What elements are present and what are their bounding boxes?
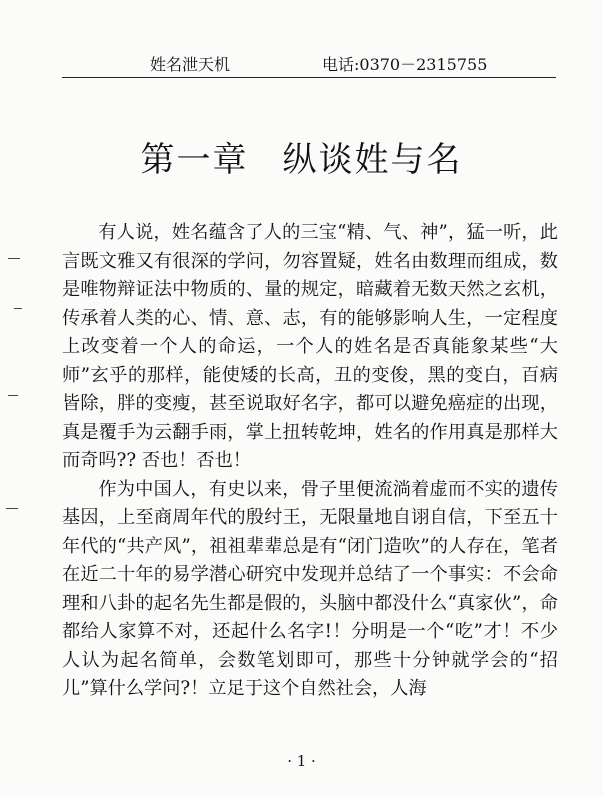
chapter-label: 第一章	[140, 140, 249, 180]
header-rule	[62, 77, 556, 78]
scan-mark	[6, 508, 18, 509]
paragraph-1: 有人说，姓名蕴含了人的三宝“精、气、神”，猛一听，此言既文雅又有很深的学问，勿容置疑，姓名由数理而组成，数是唯物辩证法中物质的、量的规定，暗藏着无数天然之玄机，传承着人类的心、情、意、志，有的能够影响人生，一定程度上改变着一个人的命运，一个人的姓名是否真能象某些“大师”玄乎的那样，能使矮的长高，丑的变俊，黑的变白，百病皆除，胖的变瘦，甚至说取好名字，都可以避免癌症的出现，真是覆手为云翻手雨，掌上扭转乾坤，姓名的作用真是那样大而奇吗?? 否也！否也！	[62, 222, 558, 471]
chapter-title: 纵谈姓与名	[282, 140, 463, 180]
scan-mark	[8, 395, 18, 396]
page-number: · 1 ·	[287, 752, 316, 770]
body-text	[62, 219, 558, 704]
chapter-heading	[0, 132, 603, 181]
paragraph-2: 作为中国人，有史以来，骨子里便流淌着虚而不实的遗传基因，上至商周年代的殷纣王，无限量地自诩自信，下至五十年代的“共产风”，祖祖辈辈总是有“闭门造吹”的人存在，笔者在近二十年的易学潜心研究中发现并总结了一个事实：不会命理和八卦的起名先生都是假的，头脑中都没什么“真家伙”，命都给人家算不对，还起什么名字!！分明是一个“吃”才！不少人认为起名简单，会数笔划即可，那些十分钟就学会的“招儿”算什么学问?！立足于这个自然社会，人海	[62, 478, 558, 699]
header-book-title: 姓名泄天机	[150, 55, 231, 74]
scan-mark	[14, 308, 22, 309]
running-header	[62, 52, 556, 76]
scan-mark	[8, 258, 20, 259]
header-phone: 电话:0370－2315755	[322, 55, 488, 74]
